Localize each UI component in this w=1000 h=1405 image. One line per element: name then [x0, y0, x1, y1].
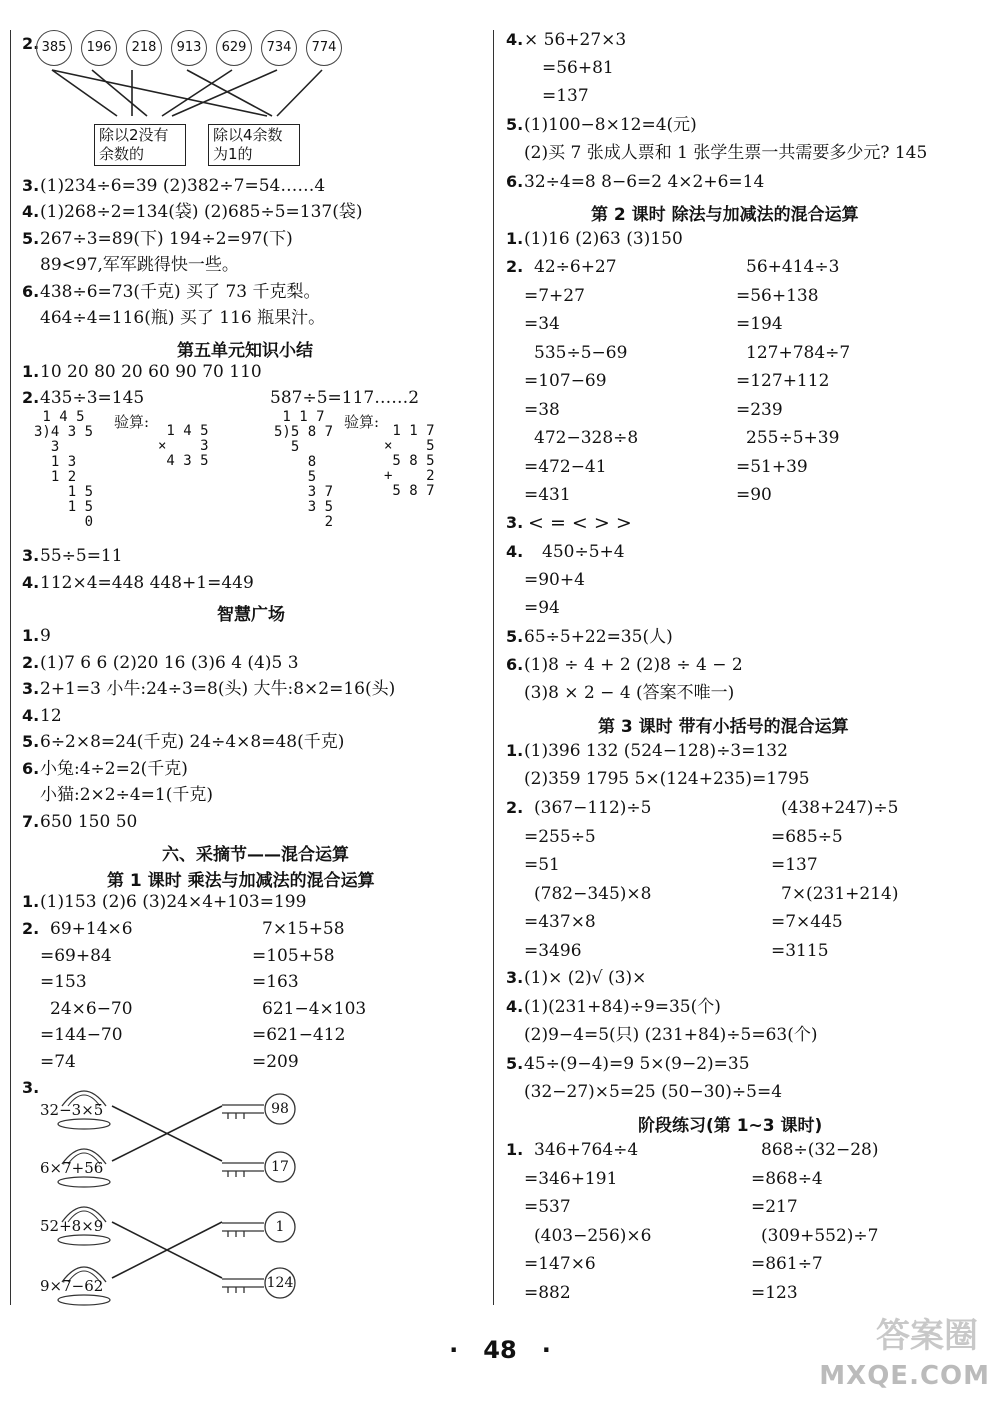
q-number: 2. [22, 34, 40, 53]
calc-step: =34 [524, 314, 560, 334]
expression: 69+14×6 [50, 919, 133, 939]
box-line: 余数的 [99, 145, 145, 163]
q-number: 5. [506, 115, 524, 134]
watermark-text: MXQE.COM [819, 1361, 990, 1391]
calc-step: =69+84 [40, 945, 112, 966]
calc-step: =882 [524, 1282, 571, 1303]
basket-expression: 32−3×5 [40, 1101, 104, 1119]
q-number: 6. [22, 759, 40, 778]
answer-text: =90+4 [524, 570, 585, 590]
q-number: 1. [22, 626, 40, 645]
expression: 24×6−70 [50, 998, 133, 1019]
q-number: 6. [506, 172, 524, 191]
answer-text: 450÷5+4 [542, 542, 625, 562]
calc-step: =123 [751, 1282, 798, 1303]
calc-step: =217 [751, 1197, 798, 1217]
peach-number: 913 [171, 30, 207, 66]
answer-text: (1)× (2)√ (3)× [524, 968, 647, 988]
peach-number: 774 [306, 30, 342, 66]
q-number: 5. [506, 1054, 524, 1073]
q-number: 3. [22, 546, 40, 565]
answer-text: 112×4=448 448+1=449 [40, 573, 254, 593]
peach-number: 734 [261, 30, 297, 66]
calc-step: =437×8 [524, 912, 596, 932]
q-number: 4. [22, 573, 40, 592]
answer-text: (1)153 (2)6 (3)24×4+103=199 [40, 892, 307, 912]
calc-step: =346+191 [524, 1168, 618, 1189]
q-number: 4. [22, 706, 40, 725]
q-number: 1. [506, 741, 524, 760]
section-heading: 智慧广场 [217, 605, 285, 625]
q-number: 3. [22, 1078, 40, 1097]
answer-text: 55÷5=11 [40, 546, 123, 566]
q-number: 1. [22, 362, 40, 381]
answer-text: =137 [542, 86, 589, 106]
calc-step: =7+27 [524, 285, 585, 306]
expression: 255÷5+39 [746, 428, 840, 448]
long-division-2: 1 1 7 5)5 8 7 5 8 5 3 7 3 5 2 [274, 409, 334, 530]
calc-step: =7×445 [771, 912, 843, 932]
expression: (782−345)×8 [534, 883, 652, 904]
expression: (309+552)÷7 [761, 1225, 879, 1246]
answer-text: 267÷3=89(下) 194÷2=97(下) [40, 229, 293, 249]
calc-step: =685÷5 [771, 826, 843, 847]
long-division-1: 1 4 5 3)4 3 5 3 1 3 1 2 1 5 1 5 0 [34, 409, 94, 530]
expression: 7×15+58 [262, 919, 345, 939]
answer-text: =94 [524, 598, 560, 618]
column-divider [493, 30, 494, 1305]
answer-text: 89<97,军军跳得快一些。 [40, 255, 239, 275]
check-label: 验算: [114, 413, 150, 431]
calc-step: =147×6 [524, 1254, 596, 1274]
answer-text: (2)9−4=5(只) (231+84)÷5=63(个) [524, 1025, 818, 1045]
basket-expression: 6×7+56 [40, 1159, 104, 1177]
q-number: 6. [506, 655, 524, 674]
q-number: 3. [22, 679, 40, 698]
q-number: 3. [506, 513, 524, 532]
answer-text: (1)100−8×12=4(元) [524, 115, 697, 135]
calc-step: =153 [40, 972, 87, 992]
answer-text: (2)买 7 张成人票和 1 张学生票一共需要多少元? 145 [524, 143, 928, 163]
answer-text: 587÷5=117……2 [270, 388, 420, 408]
calc-step: =861÷7 [751, 1254, 823, 1274]
lesson-heading: 第 2 课时 除法与加减法的混合运算 [591, 205, 859, 225]
lesson-heading: 第 1 课时 乘法与加减法的混合运算 [107, 871, 375, 891]
calc-step: =209 [252, 1051, 299, 1072]
answer-text: (1)(231+84)÷9=35(个) [524, 997, 721, 1017]
answer-text: 10 20 80 20 60 90 70 110 [40, 362, 262, 382]
q-number: 4. [22, 202, 40, 221]
answer-text: × 56+27×3 [524, 30, 627, 50]
q-number: 2. [506, 798, 524, 817]
calc-step: =194 [736, 314, 783, 334]
q-number: 3. [506, 968, 524, 987]
calc-step: =137 [771, 855, 818, 875]
q-number: 4. [506, 542, 524, 561]
answer-text: (1)7 6 6 (2)20 16 (3)6 4 (4)5 3 [40, 653, 299, 673]
answer-text: 9 [40, 626, 51, 646]
calc-step: =144−70 [40, 1025, 123, 1045]
q-number: 5. [22, 732, 40, 751]
answer-text: (1)268÷2=134(袋) (2)685÷5=137(袋) [40, 202, 363, 222]
q-number: 5. [506, 627, 524, 646]
answer-text: 438÷6=73(千克) 买了 73 千克梨。 [40, 282, 321, 302]
calc-step: =56+138 [736, 285, 819, 306]
calc-step: =51 [524, 855, 560, 875]
q-number: 2. [22, 653, 40, 672]
calc-step: =239 [736, 399, 783, 420]
key-value: 98 [271, 1101, 289, 1117]
calc-step: =255÷5 [524, 826, 596, 847]
answer-text: 小兔:4÷2=2(千克) [40, 759, 188, 779]
q-number: 1. [506, 1140, 524, 1159]
calc-step: =868÷4 [751, 1168, 823, 1189]
calc-step: =38 [524, 399, 560, 420]
answer-text: (1)16 (2)63 (3)150 [524, 229, 683, 249]
expression: 621−4×103 [262, 998, 367, 1019]
answer-text: 464÷4=116(瓶) 买了 116 瓶果汁。 [40, 308, 326, 328]
answer-text: =56+81 [542, 58, 614, 78]
key-value: 124 [266, 1275, 294, 1291]
q-number: 1. [506, 229, 524, 248]
left-margin-rule [10, 30, 11, 1305]
peach-number: 629 [216, 30, 252, 66]
calc-step: =472−41 [524, 456, 607, 477]
expression: (438+247)÷5 [781, 798, 899, 818]
answer-text: 32÷4=8 8−6=2 4×2+6=14 [524, 172, 765, 192]
calc-step: =3496 [524, 940, 582, 961]
lesson-heading: 第 3 课时 带有小括号的混合运算 [598, 717, 849, 737]
box-line: 除以2没有 [99, 126, 169, 144]
answer-text: 2+1=3 小牛:24÷3=8(头) 大牛:8×2=16(头) [40, 679, 396, 699]
answer-box-even [94, 124, 186, 166]
calc-step: =537 [524, 1197, 571, 1217]
calc-step: =105+58 [252, 945, 335, 966]
check-label: 验算: [344, 413, 380, 431]
answer-text: 45÷(9−4)=9 5×(9−2)=35 [524, 1054, 750, 1074]
calc-step: =3115 [771, 940, 829, 961]
q-number: 5. [22, 229, 40, 248]
key-value: 17 [271, 1159, 289, 1175]
q-number: 2. [22, 388, 40, 407]
expression: 346+764÷4 [534, 1140, 639, 1160]
q-number: 2. [22, 919, 40, 938]
expression: 535÷5−69 [534, 342, 628, 363]
expression: 127+784÷7 [746, 342, 851, 363]
page-number-value: 48 [483, 1336, 517, 1364]
answer-text: (1)396 132 (524−128)÷3=132 [524, 741, 788, 761]
calc-step: =51+39 [736, 456, 808, 477]
expression: 56+414÷3 [746, 257, 840, 277]
box-line: 除以4余数 [213, 126, 283, 144]
calc-step: =90 [736, 485, 772, 505]
peach-number: 385 [36, 30, 72, 66]
unit-heading: 六、采摘节——混合运算 [162, 845, 349, 865]
answer-text: 650 150 50 [40, 812, 138, 832]
box-line: 为1的 [213, 145, 253, 163]
stage-heading: 阶段练习(第 1~3 课时) [638, 1116, 823, 1136]
answer-box-rem1 [208, 124, 300, 166]
answer-text: (1)234÷6=39 (2)382÷7=54……4 [40, 176, 326, 196]
answer-text: 435÷3=145 [40, 388, 145, 408]
answer-text: (1)8 ÷ 4 + 2 (2)8 ÷ 4 − 2 [524, 655, 743, 675]
expression: 472−328÷8 [534, 428, 639, 448]
answer-text: (32−27)×5=25 (50−30)÷5=4 [524, 1082, 783, 1102]
basket-expression: 52+8×9 [40, 1217, 104, 1235]
calc-step: =163 [252, 972, 299, 992]
answer-text: 65÷5+22=35(人) [524, 627, 673, 647]
answer-text: 小猫:2×2÷4=1(千克) [40, 785, 213, 805]
q-number: 4. [506, 30, 524, 49]
calc-step: =621−412 [252, 1025, 346, 1045]
answer-text: 6÷2×8=24(千克) 24÷4×8=48(千克) [40, 732, 345, 752]
page-number: · 48 · [449, 1336, 551, 1364]
calc-step: =107−69 [524, 371, 607, 391]
answer-text: (3)8 × 2 − 4 (答案不唯一) [524, 683, 735, 703]
expression: (403−256)×6 [534, 1225, 652, 1246]
q-number: 3. [22, 176, 40, 195]
q-number: 7. [22, 812, 40, 831]
expression: (367−112)÷5 [534, 798, 652, 818]
section-heading: 第五单元知识小结 [177, 341, 313, 361]
peach-number: 196 [81, 30, 117, 66]
answer-text: 12 [40, 706, 62, 726]
peach-number: 218 [126, 30, 162, 66]
basket-expression: 9×7−62 [40, 1277, 104, 1295]
q-number: 2. [506, 257, 524, 276]
check-multiplication-1: 1 4 5 × 3 4 3 5 [158, 423, 209, 469]
expression: 42÷6+27 [534, 257, 617, 277]
calc-step: =431 [524, 485, 571, 505]
q-number: 1. [22, 892, 40, 911]
expression: 7×(231+214) [781, 883, 899, 904]
answer-text: < = < > > [528, 512, 632, 534]
expression: 868÷(32−28) [761, 1140, 879, 1160]
calc-step: =127+112 [736, 371, 830, 391]
answer-text: (2)359 1795 5×(124+235)=1795 [524, 769, 810, 789]
key-value: 1 [275, 1219, 285, 1235]
check-multiplication-2: 1 1 7 × 5 5 8 5 + 2 5 8 7 [384, 423, 435, 499]
calc-step: =74 [40, 1051, 76, 1072]
q-number: 6. [22, 282, 40, 301]
q-number: 4. [506, 997, 524, 1016]
watermark-logo: 答案圈 [876, 1316, 978, 1356]
